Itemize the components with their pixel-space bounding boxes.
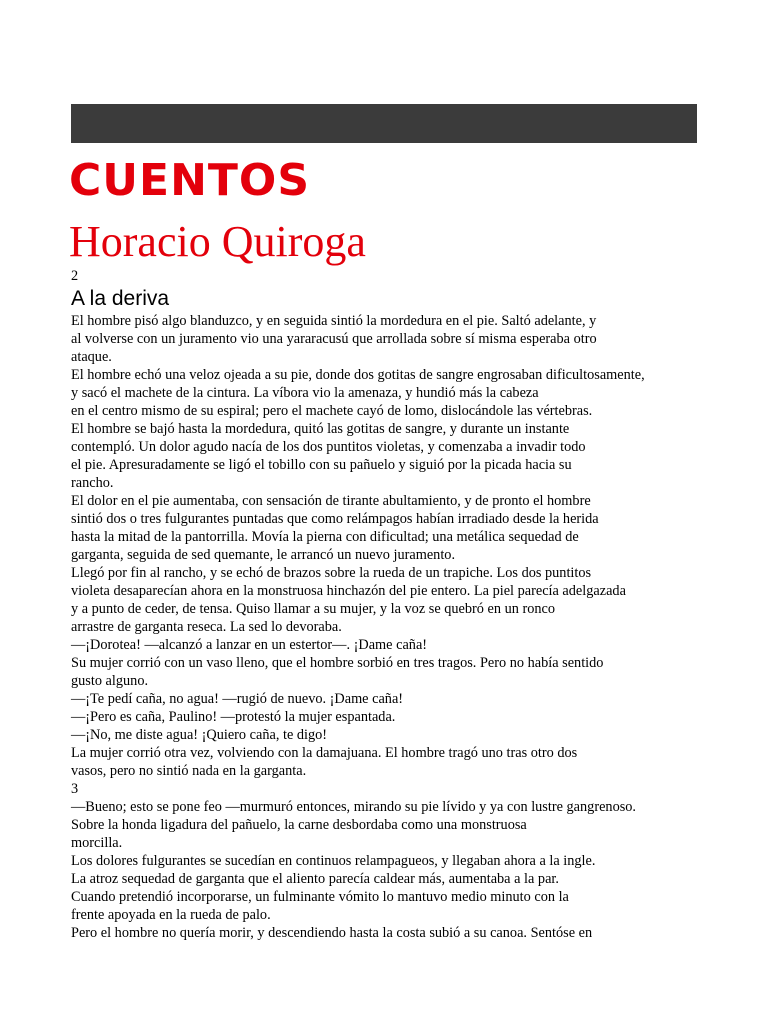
book-title: CUENTOS (69, 155, 311, 206)
text-line: el pie. Apresuradamente se ligó el tobillo con su pañuelo y siguió por la picada hacia su (71, 457, 572, 473)
text-line: Llegó por fin al rancho, y se echó de brazos sobre la rueda de un trapiche. Los dos puntitos (71, 565, 592, 581)
text-line: El dolor en el pie aumentaba, con sensación de tirante abultamiento, y de pronto el hombre (71, 493, 591, 509)
text-line: Cuando pretendió incorporarse, un fulminante vómito lo mantuvo medio minuto con la (71, 889, 569, 905)
text-line: El hombre se bajó hasta la mordedura, quitó las gotitas de sangre, y durante un instante (71, 421, 570, 437)
story-title: A la deriva (71, 287, 170, 310)
text-line: frente apoyada en la rueda de palo. (71, 907, 271, 923)
text-line: El hombre pisó algo blanduzco, y en seguida sintió la mordedura en el pie. Saltó adelante, y (71, 313, 597, 329)
text-line: —Bueno; esto se pone feo —murmuró entonces, mirando su pie lívido y ya con lustre gangrenoso. (71, 799, 637, 815)
page-number: 2 (71, 268, 79, 284)
text-line: morcilla. (71, 835, 123, 851)
text-line: y a punto de ceder, de tensa. Quiso llamar a su mujer, y la voz se quebró en un ronco (71, 601, 555, 617)
text-line: al volverse con un juramento vio una yararacusú que arrollada sobre sí misma esperaba otro (71, 331, 597, 347)
text-line: violeta desaparecían ahora en la monstruosa hinchazón del pie entero. La piel parecía adelgazada (71, 583, 626, 599)
text-line: y sacó el machete de la cintura. La víbora vio la amenaza, y hundió más la cabeza (71, 385, 539, 401)
text-line: —¡Dorotea! —alcanzó a lanzar en un estertor—. ¡Dame caña! (71, 637, 428, 653)
text-line: El hombre echó una veloz ojeada a su pie, donde dos gotitas de sangre engrosaban dificultosamente, (71, 367, 645, 383)
text-line: 3 (71, 781, 79, 797)
text-line: —¡No, me diste agua! ¡Quiero caña, te digo! (71, 727, 328, 743)
story-body (71, 312, 711, 942)
text-line: Pero el hombre no quería morir, y descendiendo hasta la costa subió a su canoa. Sentóse en (71, 925, 593, 941)
text-line: rancho. (71, 475, 114, 491)
author-name: Horacio Quiroga (69, 217, 366, 266)
text-line: —¡Te pedí caña, no agua! —rugió de nuevo. ¡Dame caña! (71, 691, 404, 707)
text-line: garganta, seguida de sed quemante, le arrancó un nuevo juramento. (71, 547, 456, 563)
text-line: contempló. Un dolor agudo nacía de los dos puntitos violetas, y comenzaba a invadir todo (71, 439, 586, 455)
text-line: sintió dos o tres fulgurantes puntadas que como relámpagos habían irradiado desde la herida (71, 511, 599, 527)
text-line: arrastre de garganta reseca. La sed lo devoraba. (71, 619, 342, 635)
text-line: La mujer corrió otra vez, volviendo con la damajuana. El hombre tragó uno tras otro dos (71, 745, 578, 761)
text-line: vasos, pero no sintió nada en la garganta. (71, 763, 307, 779)
header-bar (71, 104, 697, 143)
text-line: en el centro mismo de su espiral; pero el machete cayó de lomo, dislocándole las vértebras. (71, 403, 593, 419)
text-line: Sobre la honda ligadura del pañuelo, la carne desbordaba como una monstruosa (71, 817, 527, 833)
text-line: hasta la mitad de la pantorrilla. Movía la pierna con dificultad; una metálica sequedad de (71, 529, 579, 545)
text-line: Su mujer corrió con un vaso lleno, que el hombre sorbió en tres tragos. Pero no había sentido (71, 655, 604, 671)
text-line: —¡Pero es caña, Paulino! —protestó la mujer espantada. (71, 709, 396, 725)
text-line: gusto alguno. (71, 673, 149, 689)
text-line: La atroz sequedad de garganta que el aliento parecía caldear más, aumentaba a la par. (71, 871, 559, 887)
text-line: Los dolores fulgurantes se sucedían en continuos relampagueos, y llegaban ahora a la ingle. (71, 853, 596, 869)
text-line: ataque. (71, 349, 112, 365)
